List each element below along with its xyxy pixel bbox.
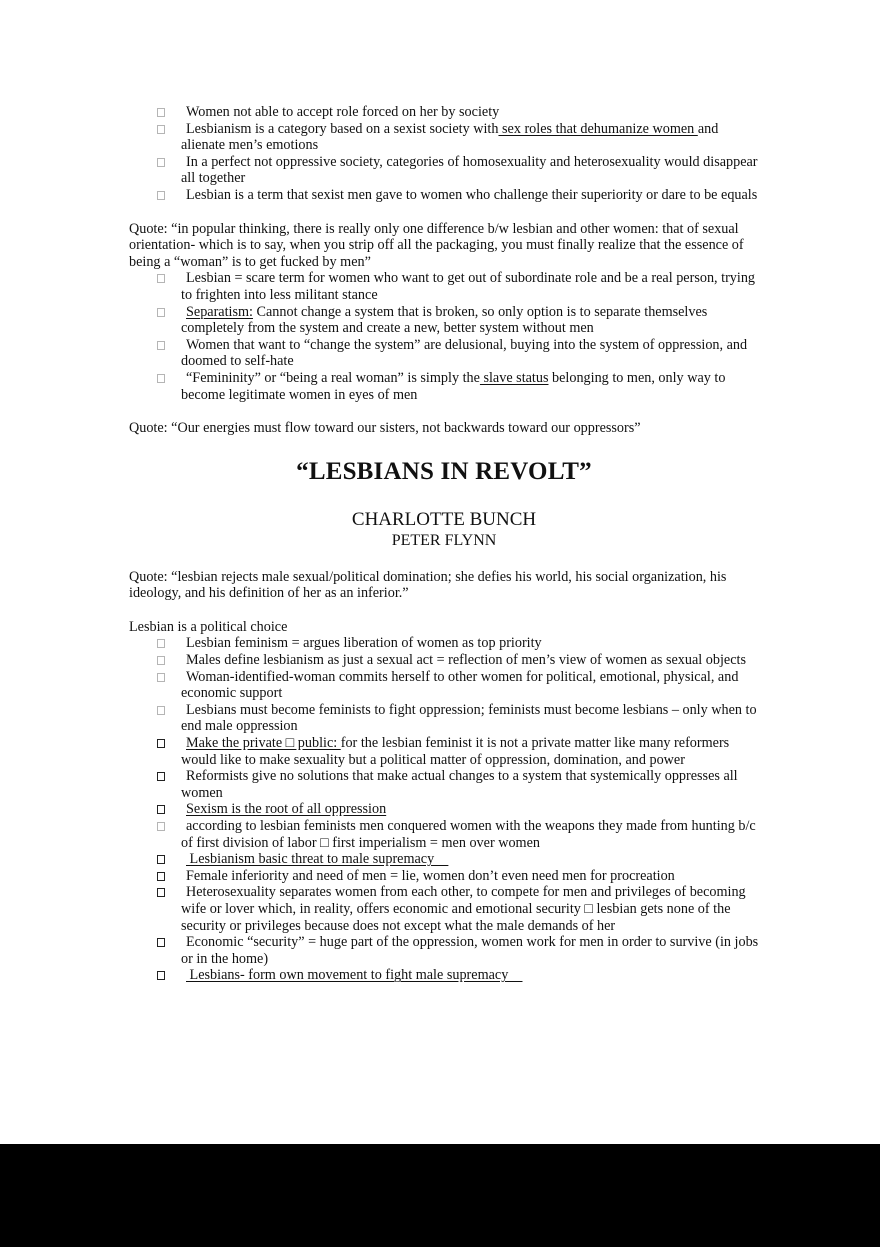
square-bullet-icon [157,772,165,781]
bullet-item [181,154,759,187]
section1-bullet-list [129,104,759,204]
bullet-text: and alienate men’s emotions [181,120,719,154]
bullet-item [181,818,759,851]
bullet-text: belonging to men, only way to become legitimate women in eyes of men [181,369,726,403]
bullet-item [181,669,759,702]
underlined-text: sex roles that dehumanize women [498,120,698,137]
bullet-item [181,652,759,669]
square-bullet-icon [157,805,165,814]
bullet-text: Lesbian feminism = argues liberation of women as top priority [186,635,542,652]
square-bullet-icon [157,191,165,200]
bullet-text: Economic “security” = huge part of the oppression, women work for men in order to survive (in jobs or in the home) [181,934,759,967]
heading-political-choice: Lesbian is a political choice [129,618,288,635]
square-bullet-icon [157,125,165,134]
square-bullet-icon [157,872,165,881]
bullet-text: Lesbians must become feminists to fight oppression; feminists must become lesbians – only when to end male oppression [181,701,757,735]
bullet-text: In a perfect not oppressive society, categories of homosexuality and heterosexuality would disappear all together [181,153,758,187]
quote-energies: Quote: “Our energies must flow toward our sisters, not backwards toward our oppressors” [129,420,641,437]
square-bullet-icon [157,656,165,665]
bullet-item [181,270,759,303]
bullet-text: Lesbian = scare term for women who want to get out of subordinate role and be a real person, trying to frighten into less militant stance [181,270,756,303]
bullet-text: Female inferiority and need of men = lie, women don’t even need men for procreation [186,867,675,884]
bullet-text: for the lesbian feminist it is not a private matter like many reformers would like to make sexuality but a political matter of oppression, domination, and power [181,735,730,768]
bullet-item [181,635,759,652]
square-bullet-icon [157,971,165,980]
bullet-item [181,337,759,370]
square-bullet-icon [157,341,165,350]
bullet-item [181,768,759,801]
bullet-text: Woman-identified-woman commits herself to other women for political, emotional, physical, and economic support [181,668,739,702]
square-bullet-icon [157,274,165,283]
square-bullet-icon [157,374,165,383]
underlined-text: Make the private □ public: [186,735,341,752]
square-bullet-icon [157,673,165,682]
bullet-item [181,121,759,154]
bullet-item [181,735,759,768]
bullet-item [181,702,759,735]
square-bullet-icon [157,938,165,947]
square-bullet-icon [157,706,165,715]
black-footer-band [0,1144,880,1247]
underlined-text: Separatism: [186,303,253,320]
section2-bullet-list [129,270,759,403]
bullet-text: “Femininity” or “being a real woman” is simply the [186,369,480,386]
document-content [129,104,759,984]
square-bullet-icon [157,888,165,897]
square-bullet-icon [157,855,165,864]
bullet-text: Lesbianism is a category based on a sexist society with [186,120,499,137]
document-title: “LESBIANS IN REVOLT” [296,457,592,485]
bullet-text: Women not able to accept role forced on her by society [186,104,500,120]
bullet-text: Males define lesbianism as just a sexual act = reflection of men’s view of women as sexual objects [186,652,746,669]
bullet-item [181,868,759,885]
bullet-item [181,104,759,121]
bullet-text: Cannot change a system that is broken, so only option is to separate themselves completely from the system and create a new, better system without men [181,303,708,337]
bullet-text: Lesbian is a term that sexist men gave to women who challenge their superiority or dare to be equals [186,186,758,203]
bullet-item [181,934,759,967]
section3-bullet-list [129,635,759,983]
bullet-text: Reformists give no solutions that make actual changes to a system that systemically oppresses all women [181,768,738,801]
bullet-text: Women that want to “change the system” are delusional, buying into the system of oppression, and doomed to self-hate [181,336,748,370]
square-bullet-icon [157,822,165,831]
quote-popular-thinking: Quote: “in popular thinking, there is really only one difference b/w lesbian and other women: that of sexual orientation- which is to say, when you strip off all the packaging, you must finally realize that the essence of being a “woman” is to get fucked by men” [129,220,744,270]
square-bullet-icon [157,108,165,117]
author-name: CHARLOTTE BUNCH [351,508,537,530]
bullet-item [181,884,759,934]
underlined-text: slave status [479,369,549,386]
square-bullet-icon [157,308,165,317]
quote-lesbian-rejects: Quote: “lesbian rejects male sexual/political domination; she defies his world, his social organization, his ideology, and his definition of her as an inferior.” [129,568,727,602]
underlined-text: Lesbianism basic threat to male supremacy [186,851,449,868]
bullet-item [181,851,759,868]
bullet-text: Heterosexuality separates women from each other, to compete for men and privileges of becoming wife or lover which, in reality, offers economic and emotional security □ lesbian gets none of the security or privileges because does not except what the male demands of her [181,884,746,934]
bullet-item [181,370,759,403]
bullet-item [181,967,759,984]
bullet-item [181,304,759,337]
bullet-item [181,801,759,818]
square-bullet-icon [157,158,165,167]
bullet-item [181,187,759,204]
square-bullet-icon [157,739,165,748]
note-taker-name: PETER FLYNN [391,531,497,549]
underlined-text: Lesbians- form own movement to fight male supremacy [186,967,523,984]
bullet-text: according to lesbian feminists men conquered women with the weapons they made from hunting b/c of first division of labor □ first imperialism = men over women [181,818,756,851]
underlined-text: Sexism is the root of all oppression [186,801,387,818]
square-bullet-icon [157,639,165,648]
